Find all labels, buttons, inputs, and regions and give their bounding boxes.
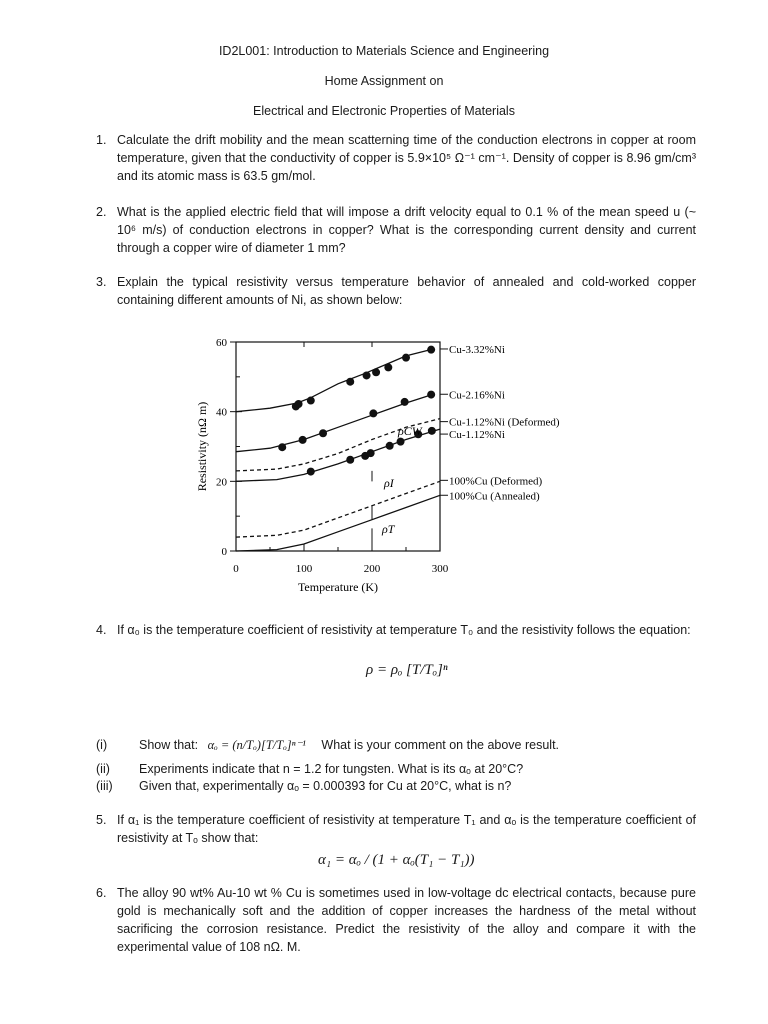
annotation-label: ρCW: [398, 424, 422, 438]
question-4: [96, 621, 696, 639]
question-text: If α₁ is the temperature coefficient of resistivity at temperature T₁ and αₒ is the temperature coefficient of resistivity at Tₒ show that:: [117, 813, 696, 845]
data-point: [401, 398, 409, 406]
formula-q5-text: α₁ = αₒ / (1 + αₒ(T₁ − T₁)): [318, 852, 475, 868]
data-point: [428, 427, 436, 435]
series-label: Cu-1.12%Ni (Deformed): [449, 416, 560, 429]
data-point: [346, 456, 354, 464]
sub-item-comment: What is your comment on the above result.: [321, 738, 560, 752]
question-text: Explain the typical resistivity versus temperature behavior of annealed and cold-worked copper containing different amounts of Ni, as shown below:: [117, 275, 696, 307]
x-tick-label: 0: [233, 563, 239, 575]
question-number: 5.: [96, 813, 107, 827]
data-point: [367, 449, 375, 457]
data-point: [402, 354, 410, 362]
series-label: 100%Cu (Annealed): [449, 490, 540, 503]
question-text: The alloy 90 wt% Au-10 wt % Cu is sometimes used in low-voltage dc electrical contacts, because pure gold is mechanically soft and the addition of copper increases the hardness of the metal without sacrificing the corrosion resistance. Predict the resistivity of the alloy and compare it with the experimental value of 108 nΩ. M.: [117, 886, 696, 954]
question-number: 6.: [96, 886, 107, 900]
y-tick-label: 0: [221, 546, 227, 558]
data-point: [295, 400, 303, 408]
data-point: [299, 436, 307, 444]
assignment-label: Home Assignment on: [324, 74, 444, 88]
data-point: [363, 371, 371, 379]
data-point: [307, 468, 315, 476]
question-text: If α₀ is the temperature coefficient of resistivity at temperature T₀ and the resistivity follows the equation:: [117, 623, 691, 637]
data-point: [369, 409, 377, 417]
formula-q4-text: ρ = ρₒ [T/Tₒ]ⁿ: [366, 662, 448, 678]
x-axis-label: Temperature (K): [297, 580, 379, 594]
question-5: [96, 811, 696, 847]
topic-title: Electrical and Electronic Properties of Materials: [253, 104, 515, 118]
data-point: [384, 363, 392, 371]
y-tick-label: 60: [216, 337, 227, 349]
sub-item-text: Given that, experimentally αₒ = 0.000393 for Cu at 20°C, what is n?: [139, 779, 512, 793]
question-text: What is the applied electric field that will impose a drift velocity equal to 0.1 % of the mean speed u (~ 10⁶ m/s) of conduction electrons in copper? What is the corresponding current density and current through a copper wire of diameter 1 mm?: [117, 205, 696, 255]
data-point: [386, 442, 394, 450]
data-point: [278, 443, 286, 451]
y-tick-label: 40: [216, 406, 227, 419]
plot-frame: [236, 342, 440, 551]
data-point: [397, 438, 405, 446]
series-label: 100%Cu (Deformed): [449, 475, 543, 488]
sub-item-formula: αₒ = (n/Tₒ)[T/Tₒ]ⁿ⁻¹: [207, 738, 306, 752]
x-tick-label: 100: [295, 563, 313, 575]
sub-item-number: (iii): [96, 779, 113, 793]
annotation-label: ρI: [384, 476, 394, 490]
chart-points: [278, 346, 436, 476]
chart-labels: [372, 344, 560, 549]
x-tick-label: 300: [431, 563, 449, 575]
annotation-label: ρT: [382, 522, 395, 536]
y-axis-label: Resistivity (nΩ m): [195, 401, 209, 492]
question-number: 4.: [96, 623, 107, 637]
question-2: [96, 203, 696, 257]
sub-item-text: Show that:: [139, 738, 199, 752]
question-6: [96, 884, 696, 956]
question-number: 2.: [96, 205, 107, 219]
chart-axes: [195, 337, 449, 594]
data-point: [427, 391, 435, 399]
series-label: Cu-2.16%Ni: [449, 389, 505, 402]
series-line-5: [236, 495, 440, 551]
data-point: [372, 368, 380, 376]
series-label: Cu-3.32%Ni: [449, 343, 505, 356]
question-number: 1.: [96, 133, 107, 147]
course-title: ID2L001: Introduction to Materials Science and Engineering: [218, 44, 550, 58]
data-point: [427, 346, 435, 354]
question-text: Calculate the drift mobility and the mean scatterning time of the conduction electrons in copper at room temperature, given that the conductivity of copper is 5.9×10⁵ Ω⁻¹ cm⁻¹. Density of copper is 8.96 gm/cm³ and its atomic mass is 63.5 gm/mol.: [117, 133, 696, 183]
data-point: [319, 429, 327, 437]
question-1: [96, 131, 696, 185]
data-point: [307, 397, 315, 405]
series-label: Cu-1.12%Ni: [449, 429, 505, 442]
sub-item-number: (ii): [96, 762, 110, 776]
chart-series: [236, 349, 440, 551]
series-line-4: [236, 481, 440, 537]
formula-q5: [318, 852, 475, 869]
resistivity-chart: [180, 325, 600, 600]
question-3: [96, 273, 696, 309]
question-number: 3.: [96, 275, 107, 289]
sub-item-text: Experiments indicate that n = 1.2 for tungsten. What is its αₒ at 20°C?: [139, 762, 524, 776]
formula-q4: [366, 662, 448, 679]
x-tick-label: 200: [363, 563, 381, 575]
data-point: [346, 378, 354, 386]
y-tick-label: 20: [216, 476, 227, 489]
sub-item-number: (i): [96, 738, 108, 752]
